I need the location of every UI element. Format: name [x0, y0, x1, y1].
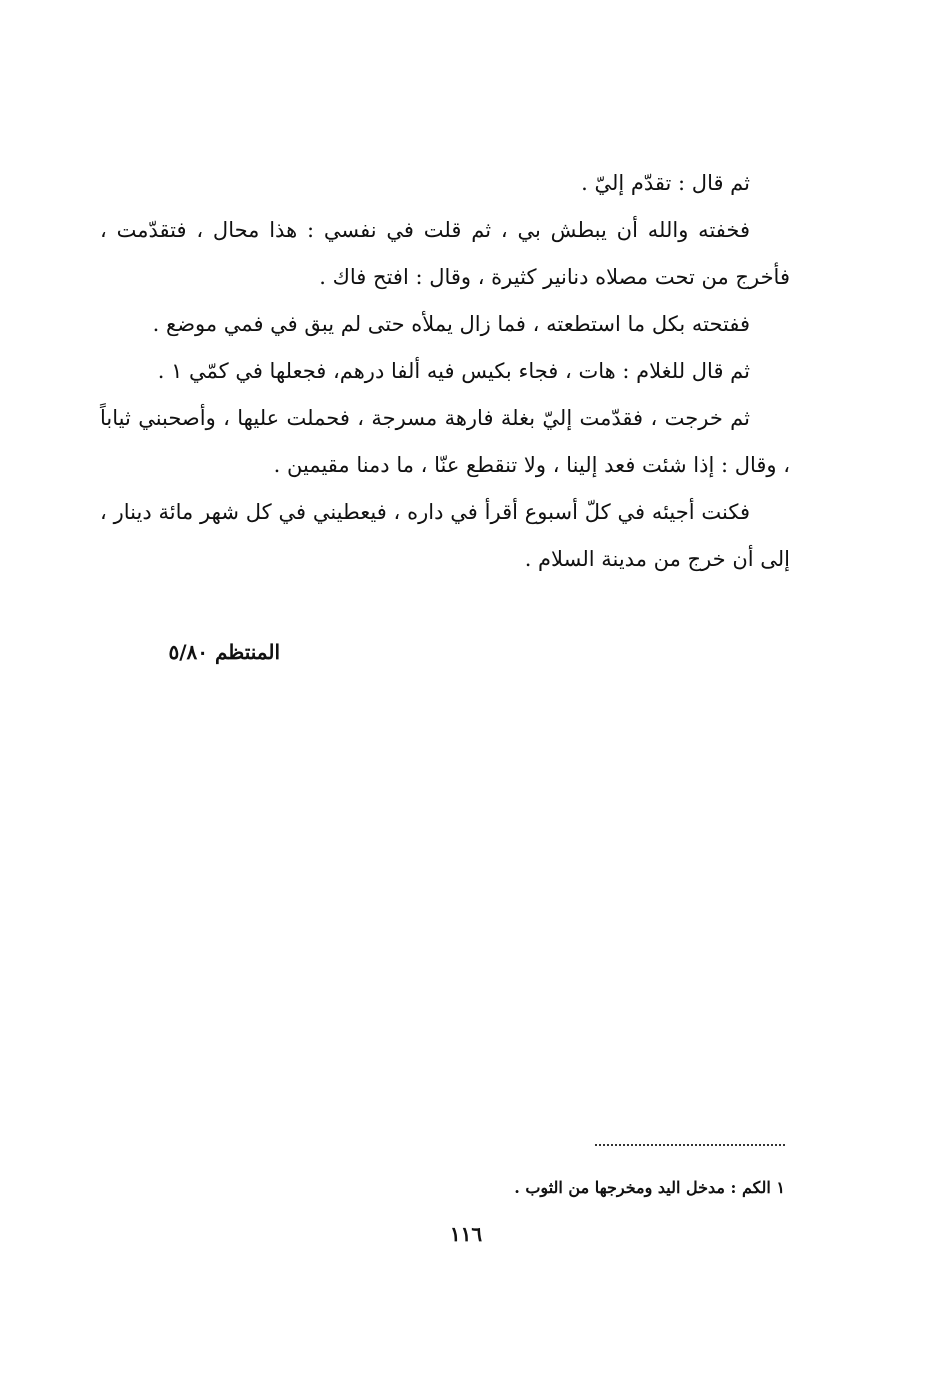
paragraph-6: فكنت أجيئه في كلّ أسبوع أقرأ في داره ، فيعطيني في كل شهر مائة دينار ، إلى أن خرج من مدينة السلام .	[100, 500, 790, 571]
footnote-divider	[595, 1144, 785, 1146]
footnote: ١ الكم : مدخل اليد ومخرجها من الثوب .	[514, 1178, 785, 1197]
source-citation: المنتظم ٥/٨٠	[168, 640, 280, 664]
paragraph-4: ثم قال للغلام : هات ، فجاء بكيس فيه ألفا درهم، فجعلها في كمّي ١ .	[157, 359, 750, 383]
paragraph-3: ففتحته بكل ما استطعته ، فما زال يملأه حتى لم يبق في فمي موضع .	[152, 312, 750, 336]
body-text	[100, 160, 790, 583]
paragraph-5: ثم خرجت ، فقدّمت إليّ بغلة فارهة مسرجة ، فحملت عليها ، وأصحبني ثياباً ، وقال : إذا شئت فعد إلينا ، ولا تنقطع عنّا ، ما دمنا مقيمين .	[100, 406, 790, 477]
page-number: ١١٦	[449, 1222, 483, 1246]
paragraph-2: فخفته والله أن يبطش بي ، ثم قلت في نفسي : هذا محال ، فتقدّمت ، فأخرج من تحت مصلاه دنانير كثيرة ، وقال : افتح فاك .	[100, 218, 790, 289]
paragraph-1: ثم قال : تقدّم إليّ .	[581, 171, 750, 195]
